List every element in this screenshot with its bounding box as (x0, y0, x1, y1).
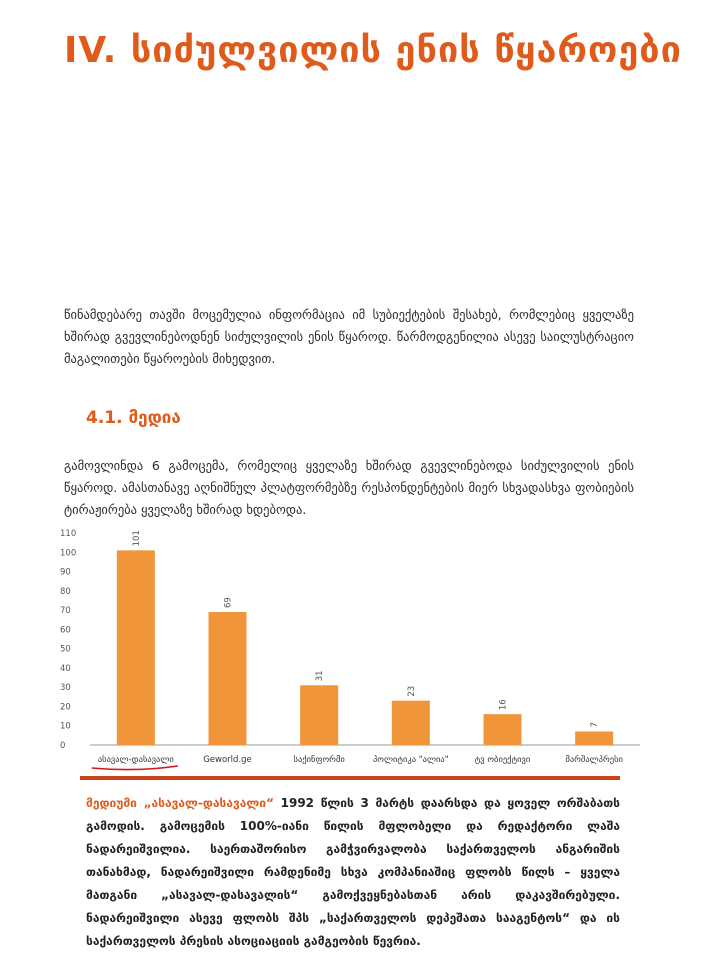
bar-value-label: 7 (590, 722, 601, 728)
chart-divider (80, 776, 620, 780)
category-label: მარშალპრესი (565, 755, 623, 765)
intro-paragraph: წინამდებარე თავში მოცემულია ინფორმაცია იმ სუბიექტების შესახებ, რომლებიც ყველაზე ხშირად გვევლინებოდნენ სიძულვილის ენის წყაროდ. წარმოდგენილია ასევე საილუსტრაციო მაგალითები წყაროების მიხედვით. (64, 307, 634, 366)
bar (209, 612, 247, 745)
footnote-lead: მედიუმი „ასავალ-დასავალი“ (86, 796, 274, 810)
media-bar-chart (60, 523, 650, 773)
y-tick-label: 90 (60, 567, 71, 578)
y-tick-label: 30 (60, 683, 71, 694)
y-tick-label: 20 (60, 702, 71, 713)
bar-value-label: 69 (223, 597, 234, 609)
y-tick-label: 70 (60, 606, 71, 617)
page-title: IV. სიძულვილის ენის წყაროები (64, 30, 682, 71)
footnote-text: 1992 წლის 3 მარტს დაარსდა და ყოველ ორშაბათს გამოდის. გამოცემის 100%-იანი წილის მფლობელი და რედაქტორი ლაშა ნადარეიშვილია. საერთაშორისო გამჭვირვალობა საქართველოს ანგარიშის თანახმად, ნადარეიშვილი რამდენიმე სხვა კომპანიაშიც ფლობს წილს – ყველა მათგანი „ასავალ-დასავალის“ გამოქვეყნებასთან არის დაკავშირებული. ნადარეიშვილი ასევე ფლობს შპს „საქართველოს დეპეშათა სააგენტოს“ და ის საქართველოს პრესის ასოციაციის გამგეობის წევრია. (86, 796, 620, 948)
bar (300, 685, 338, 745)
section-heading (86, 408, 181, 428)
bar (484, 714, 522, 745)
section-title: მედია (128, 408, 181, 428)
category-label: ტვ ობიექტივი (474, 755, 531, 765)
category-label: ასავალ-დასავალი (97, 755, 174, 765)
category-label: საქინფორმი (293, 755, 345, 765)
bar-value-label: 101 (131, 530, 142, 547)
y-tick-label: 80 (60, 586, 71, 597)
y-tick-label: 60 (60, 625, 71, 636)
bar-value-label: 16 (498, 699, 509, 711)
y-tick-label: 40 (60, 663, 71, 674)
bar (392, 701, 430, 745)
bar (575, 732, 613, 745)
bar-value-label: 31 (315, 670, 326, 682)
bar-value-label: 23 (406, 685, 417, 697)
footnote-paragraph (86, 792, 620, 953)
y-tick-label: 10 (60, 721, 71, 732)
y-tick-label: 110 (60, 529, 77, 539)
category-label: პოლიტიკა "ალია" (372, 755, 449, 765)
y-tick-label: 0 (60, 741, 66, 751)
bar (117, 550, 155, 745)
y-tick-label: 50 (60, 644, 71, 655)
category-label: Geworld.ge (203, 755, 252, 765)
highlight-underline (92, 766, 178, 770)
y-tick-label: 100 (60, 548, 77, 559)
section-number: 4.1. (86, 408, 123, 428)
section-paragraph: გამოვლინდა 6 გამოცემა, რომელიც ყველაზე ხშირად გვევლინებოდა სიძულვილის ენის წყაროდ. ამასთანავე აღნიშნულ პლატფორმებზე რესპონდენტების მიერ სხვადასხვა ფობიების ტირაჟირება ყველაზე ხშირად ხდებოდა. (64, 458, 634, 517)
